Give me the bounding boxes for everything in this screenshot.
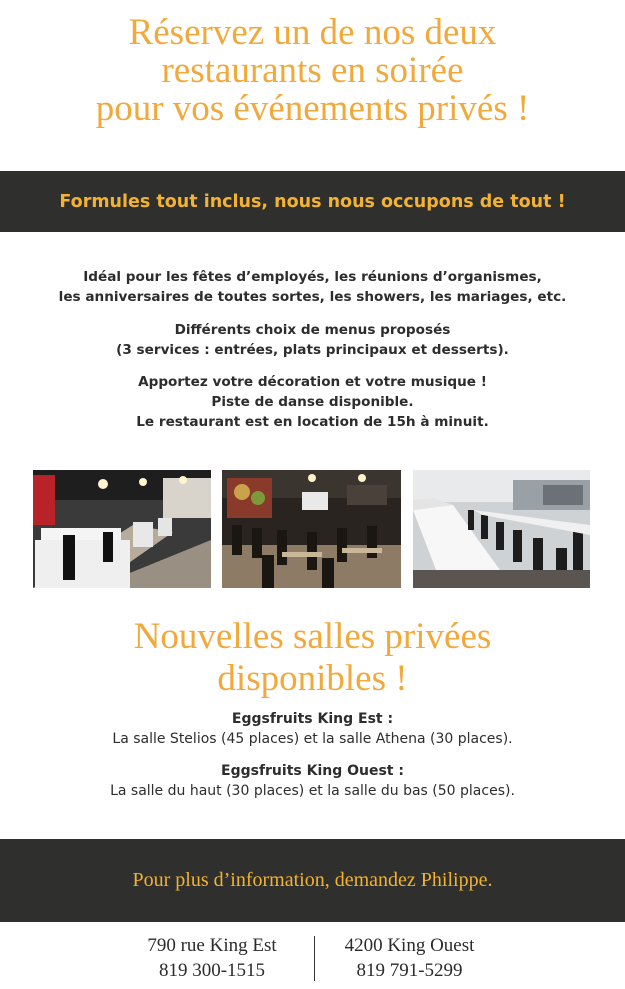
info-paragraph-events — [0, 267, 625, 307]
footer-divider — [314, 936, 315, 981]
info-line: Piste de danse disponible. — [211, 394, 414, 410]
location-king-ouest — [0, 761, 625, 801]
info-line: Apportez votre décoration et votre musique ! — [138, 374, 487, 390]
location-rooms: La salle Stelios (45 places) et la salle Athena (30 places). — [112, 731, 513, 747]
main-headline — [0, 14, 625, 128]
address-text: 790 rue King Est — [147, 935, 277, 956]
address-text: 4200 King Ouest — [344, 935, 475, 956]
info-paragraph-menus — [0, 320, 625, 360]
photo-banquet-hall — [33, 470, 211, 588]
photo-dining-room — [222, 470, 401, 588]
headline2-line-2: disponibles ! — [217, 658, 408, 699]
location-name: Eggsfruits King Est : — [231, 711, 394, 727]
headline-line-1: Réservez un de nos deux — [128, 12, 497, 53]
info-line: les anniversaires de toutes sortes, les showers, les mariages, etc. — [58, 289, 567, 305]
info-line: Le restaurant est en location de 15h à minuit. — [136, 414, 489, 430]
photo-long-tables — [413, 470, 590, 588]
headline-line-2: restaurants en soirée — [161, 50, 464, 91]
location-name: Eggsfruits King Ouest : — [221, 763, 404, 779]
top-banner — [0, 171, 625, 232]
phone-text: 819 791-5299 — [356, 960, 463, 981]
contact-king-ouest — [317, 933, 502, 983]
location-rooms: La salle du haut (30 places) et la salle du bas (50 places). — [110, 783, 515, 799]
info-line: Idéal pour les fêtes d’employés, les réunions d’organismes, — [83, 269, 542, 285]
info-paragraph-decor — [0, 372, 625, 432]
footer-contacts — [0, 933, 625, 985]
phone-text: 819 300-1515 — [158, 960, 266, 981]
top-banner-text: Formules tout inclus, nous nous occupons de tout ! — [59, 191, 566, 212]
headline2-line-1: Nouvelles salles privées — [133, 616, 492, 657]
headline-line-3: pour vos événements privés ! — [95, 88, 530, 129]
info-line: (3 services : entrées, plats principaux et desserts). — [116, 342, 509, 358]
info-line: Différents choix de menus proposés — [174, 322, 451, 338]
location-king-est — [0, 709, 625, 749]
bottom-banner-text: Pour plus d’information, demandez Philippe. — [132, 869, 493, 891]
contact-king-est — [112, 933, 312, 983]
secondary-headline — [0, 616, 625, 700]
bottom-banner — [0, 839, 625, 922]
